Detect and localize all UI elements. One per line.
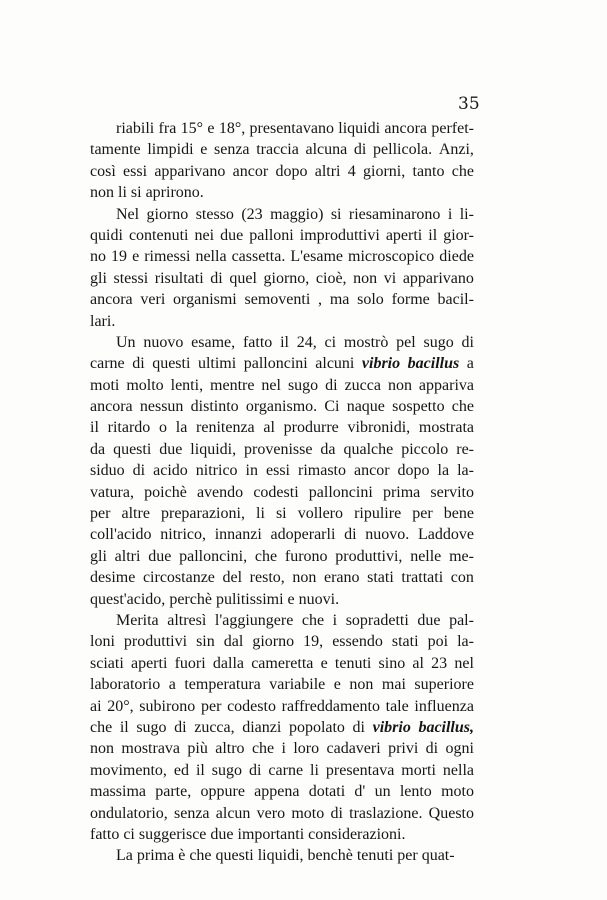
text-line: lari. [90,312,116,330]
page-number: 35 [458,94,480,114]
text-line: tamente limpidi e senza traccia alcuna di pellicola. Anzi, [90,141,474,159]
text-line: massima parte, oppure appena dotati d' un lento moto [90,783,474,801]
text-line: non li si aprirono. [90,184,204,202]
text-line: ancora nessun distinto organismo. Ci naque sospetto che [90,398,474,416]
text-line: carne di questi ultimi palloncini alcuni vibrio bacillus a [90,355,474,373]
text-line: gli stessi risultati di quel giorno, cioè, non vi apparivano [90,269,474,287]
text-line: non mostrava più altro che i loro cadaveri privi di ogni [90,740,474,758]
text-line: Nel giorno stesso (23 maggio) si riesaminarono i li- [116,205,474,223]
text-line: così essi apparivano ancor dopo altri 4 giorni, tanto che [90,162,474,180]
text-line: coll'acido nitrico, innanzi adoperarli di nuovo. Laddove [90,526,474,544]
text-line: il ritardo o la renitenza al produrre vibronidi, mostrata [90,419,474,437]
paragraph [90,845,474,866]
text-line: riabili fra 15° e 18°, presentavano liquidi ancora perfet- [116,120,474,137]
paragraph [90,118,474,204]
text-line: La prima è che questi liquidi, benchè tenuti per quat- [116,847,455,865]
paragraph [90,204,474,332]
text-line: desime circostanze del resto, non erano stati trattati con [90,569,474,587]
text-line: Merita altresì l'aggiungere che i sopradetti due pal- [116,611,474,629]
text-line: laboratorio a temperatura variabile e non mai superiore [90,676,474,694]
text-line: loni produttivi sin dal giorno 19, essendo stati poi la- [90,633,474,651]
paragraph [90,332,474,610]
text-line: movimento, ed il sugo di carne li presentava morti nella [90,761,474,779]
text-line: quidi contenuti nei due palloni improduttivi aperti il gior- [90,226,474,244]
text-line: per altre preparazioni, li si vollero ripulire per bene [90,505,474,523]
text-line: ai 20°, subirono per codesto raffreddamento tale influenza [90,697,474,715]
text-line: no 19 e rimessi nella cassetta. L'esame microscopico diede [90,248,474,266]
text-line: ondulatorio, senza alcun vero moto di traslazione. Questo [90,804,474,822]
text-line: da questi due liquidi, provenisse da qualche piccolo re- [90,440,474,458]
text-line: Un nuovo esame, fatto il 24, ci mostrò pel sugo di [116,333,474,351]
text-line: gli altri due palloncini, che furono produttivi, nelle me- [90,547,474,565]
text-line: moti molto lenti, mentre nel sugo di zucca non appariva [90,376,474,394]
text-line: quest'acido, perchè pulitissimi e nuovi. [90,590,340,608]
text-line: sciati aperti fuori dalla cameretta e tenuti sino al 23 nel [90,654,474,672]
text-line: ancora veri organismi semoventi , ma solo forme bacil- [90,291,474,309]
paragraph [90,610,474,845]
text-line: che il sugo di zucca, dianzi popolato di vibrio bacillus, [90,718,474,736]
text-line: siduo di acido nitrico in essi rimasto ancor dopo la la- [90,462,474,480]
text-line: fatto ci suggerisce due importanti considerazioni. [90,825,406,843]
body-text [90,118,474,867]
text-line: vatura, poichè avendo codesti palloncini prima servito [90,483,474,501]
